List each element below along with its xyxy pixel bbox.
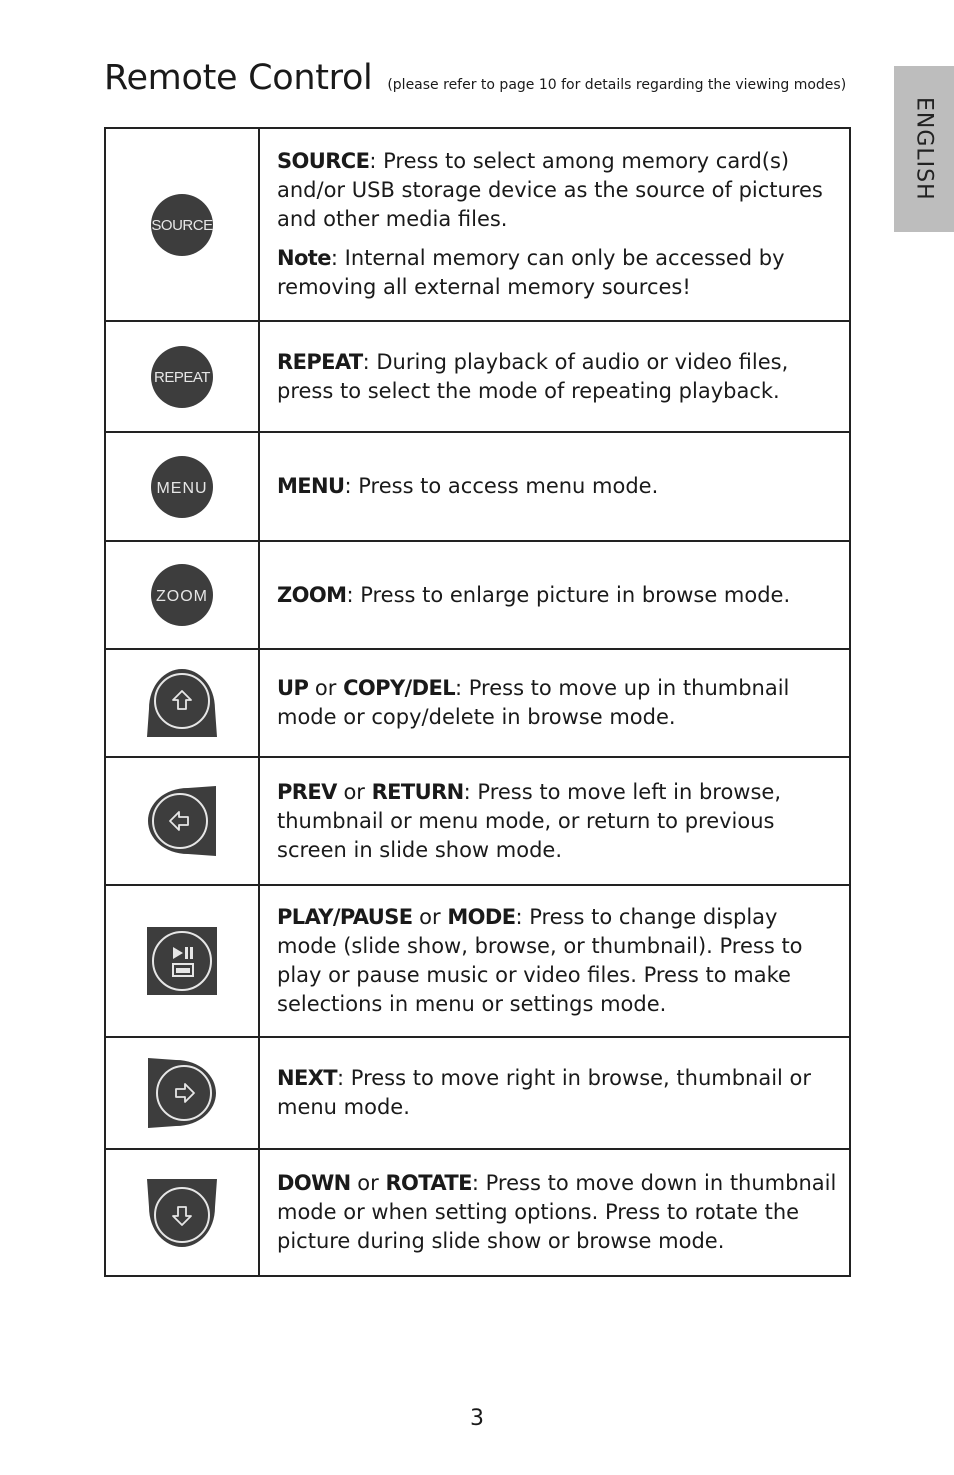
right-arrow-button-icon [106, 1056, 258, 1130]
table-row [105, 649, 850, 757]
icon-cell [105, 1149, 259, 1276]
description-cell [259, 757, 850, 885]
page-number: 3 [470, 1406, 484, 1431]
source-button-label: SOURCE [151, 216, 213, 234]
keyword-secondary: COPY/DEL [343, 676, 455, 700]
table-row [105, 321, 850, 432]
description-cell [259, 1149, 850, 1276]
icon-cell [105, 541, 259, 649]
down-arrow-button-icon [106, 1177, 258, 1249]
icon-cell [105, 885, 259, 1037]
description-text: : Press to select among memory card(s) and/or USB storage device as the source of pictures and other media files. [277, 149, 823, 231]
up-arrow-button-icon [106, 667, 258, 739]
description-cell [259, 321, 850, 432]
description-text: : Press to change display mode (slide show, browse, or thumbnail). Press to play or pause music or video files. Press to make selections in menu or settings mode. [277, 905, 803, 1016]
keyword: NEXT [277, 1066, 338, 1090]
keyword: MENU [277, 474, 345, 498]
language-tab [894, 66, 954, 232]
table-row [105, 1149, 850, 1276]
table-row [105, 128, 850, 321]
or-text: or [350, 1171, 386, 1195]
remote-control-table [104, 127, 851, 1277]
or-text: or [308, 676, 344, 700]
row-description [277, 1169, 841, 1256]
row-description [277, 674, 841, 732]
keyword: SOURCE [277, 149, 370, 173]
table-row [105, 885, 850, 1037]
repeat-button-icon [106, 345, 258, 409]
left-arrow-button-icon [106, 784, 258, 858]
description-cell [259, 128, 850, 321]
keyword-secondary: RETURN [371, 779, 464, 804]
description-text: : Press to move right in browse, thumbnail or menu mode. [277, 1066, 812, 1119]
play-pause-button-icon [106, 926, 258, 996]
icon-cell [105, 128, 259, 321]
zoom-button-icon [106, 563, 258, 627]
description-cell [259, 1037, 850, 1149]
menu-button-label: MENU [156, 479, 208, 497]
keyword: PLAY/PAUSE [277, 905, 413, 929]
row-description [277, 903, 841, 1019]
row-description [277, 472, 841, 501]
zoom-button-label: ZOOM [156, 588, 208, 605]
keyword: DOWN [277, 1171, 351, 1195]
description-cell [259, 649, 850, 757]
icon-cell [105, 757, 259, 885]
note-keyword: Note [277, 246, 331, 270]
table-row [105, 541, 850, 649]
page-title: Remote Control (please refer to page 10 for details regarding the viewing modes) [104, 58, 847, 98]
repeat-button-label: REPEAT [154, 368, 210, 386]
note [277, 244, 841, 302]
row-description [277, 581, 841, 610]
description-text: : During playback of audio or video files, press to select the mode of repeating playback. [277, 349, 789, 403]
description-text: : Press to access menu mode. [344, 474, 659, 498]
icon-cell [105, 321, 259, 432]
description-text: : Press to move down in thumbnail mode or when setting options. Press to rotate the picture during slide show or browse mode. [277, 1171, 837, 1253]
table-row [105, 1037, 850, 1149]
note-text: : Internal memory can only be accessed by removing all external memory sources! [277, 246, 785, 299]
row-description [277, 147, 841, 234]
or-text: or [336, 779, 372, 804]
icon-cell [105, 432, 259, 541]
or-text: or [412, 905, 448, 929]
description-text: : Press to move up in thumbnail mode or copy/delete in browse mode. [277, 676, 790, 729]
table-row [105, 432, 850, 541]
row-description [277, 778, 841, 865]
icon-cell [105, 1037, 259, 1149]
description-cell [259, 432, 850, 541]
page-subtitle: (please refer to page 10 for details regarding the viewing modes) [387, 77, 847, 93]
description-text: : Press to enlarge picture in browse mode. [346, 582, 791, 607]
description-cell [259, 541, 850, 649]
keyword: UP [277, 676, 309, 700]
source-button-icon [106, 193, 258, 257]
description-text: : Press to move left in browse, thumbnail or menu mode, or return to previous screen in slide show mode. [277, 779, 782, 862]
language-tab-label: ENGLISH [911, 97, 937, 201]
menu-button-icon [106, 455, 258, 519]
description-cell [259, 885, 850, 1037]
keyword-secondary: MODE [447, 905, 516, 929]
row-description [277, 348, 841, 406]
table-row [105, 757, 850, 885]
row-description [277, 1064, 841, 1122]
icon-cell [105, 649, 259, 757]
keyword-secondary: ROTATE [385, 1171, 472, 1195]
keyword: REPEAT [277, 349, 363, 374]
keyword: PREV [277, 779, 337, 804]
keyword: ZOOM [277, 582, 347, 607]
